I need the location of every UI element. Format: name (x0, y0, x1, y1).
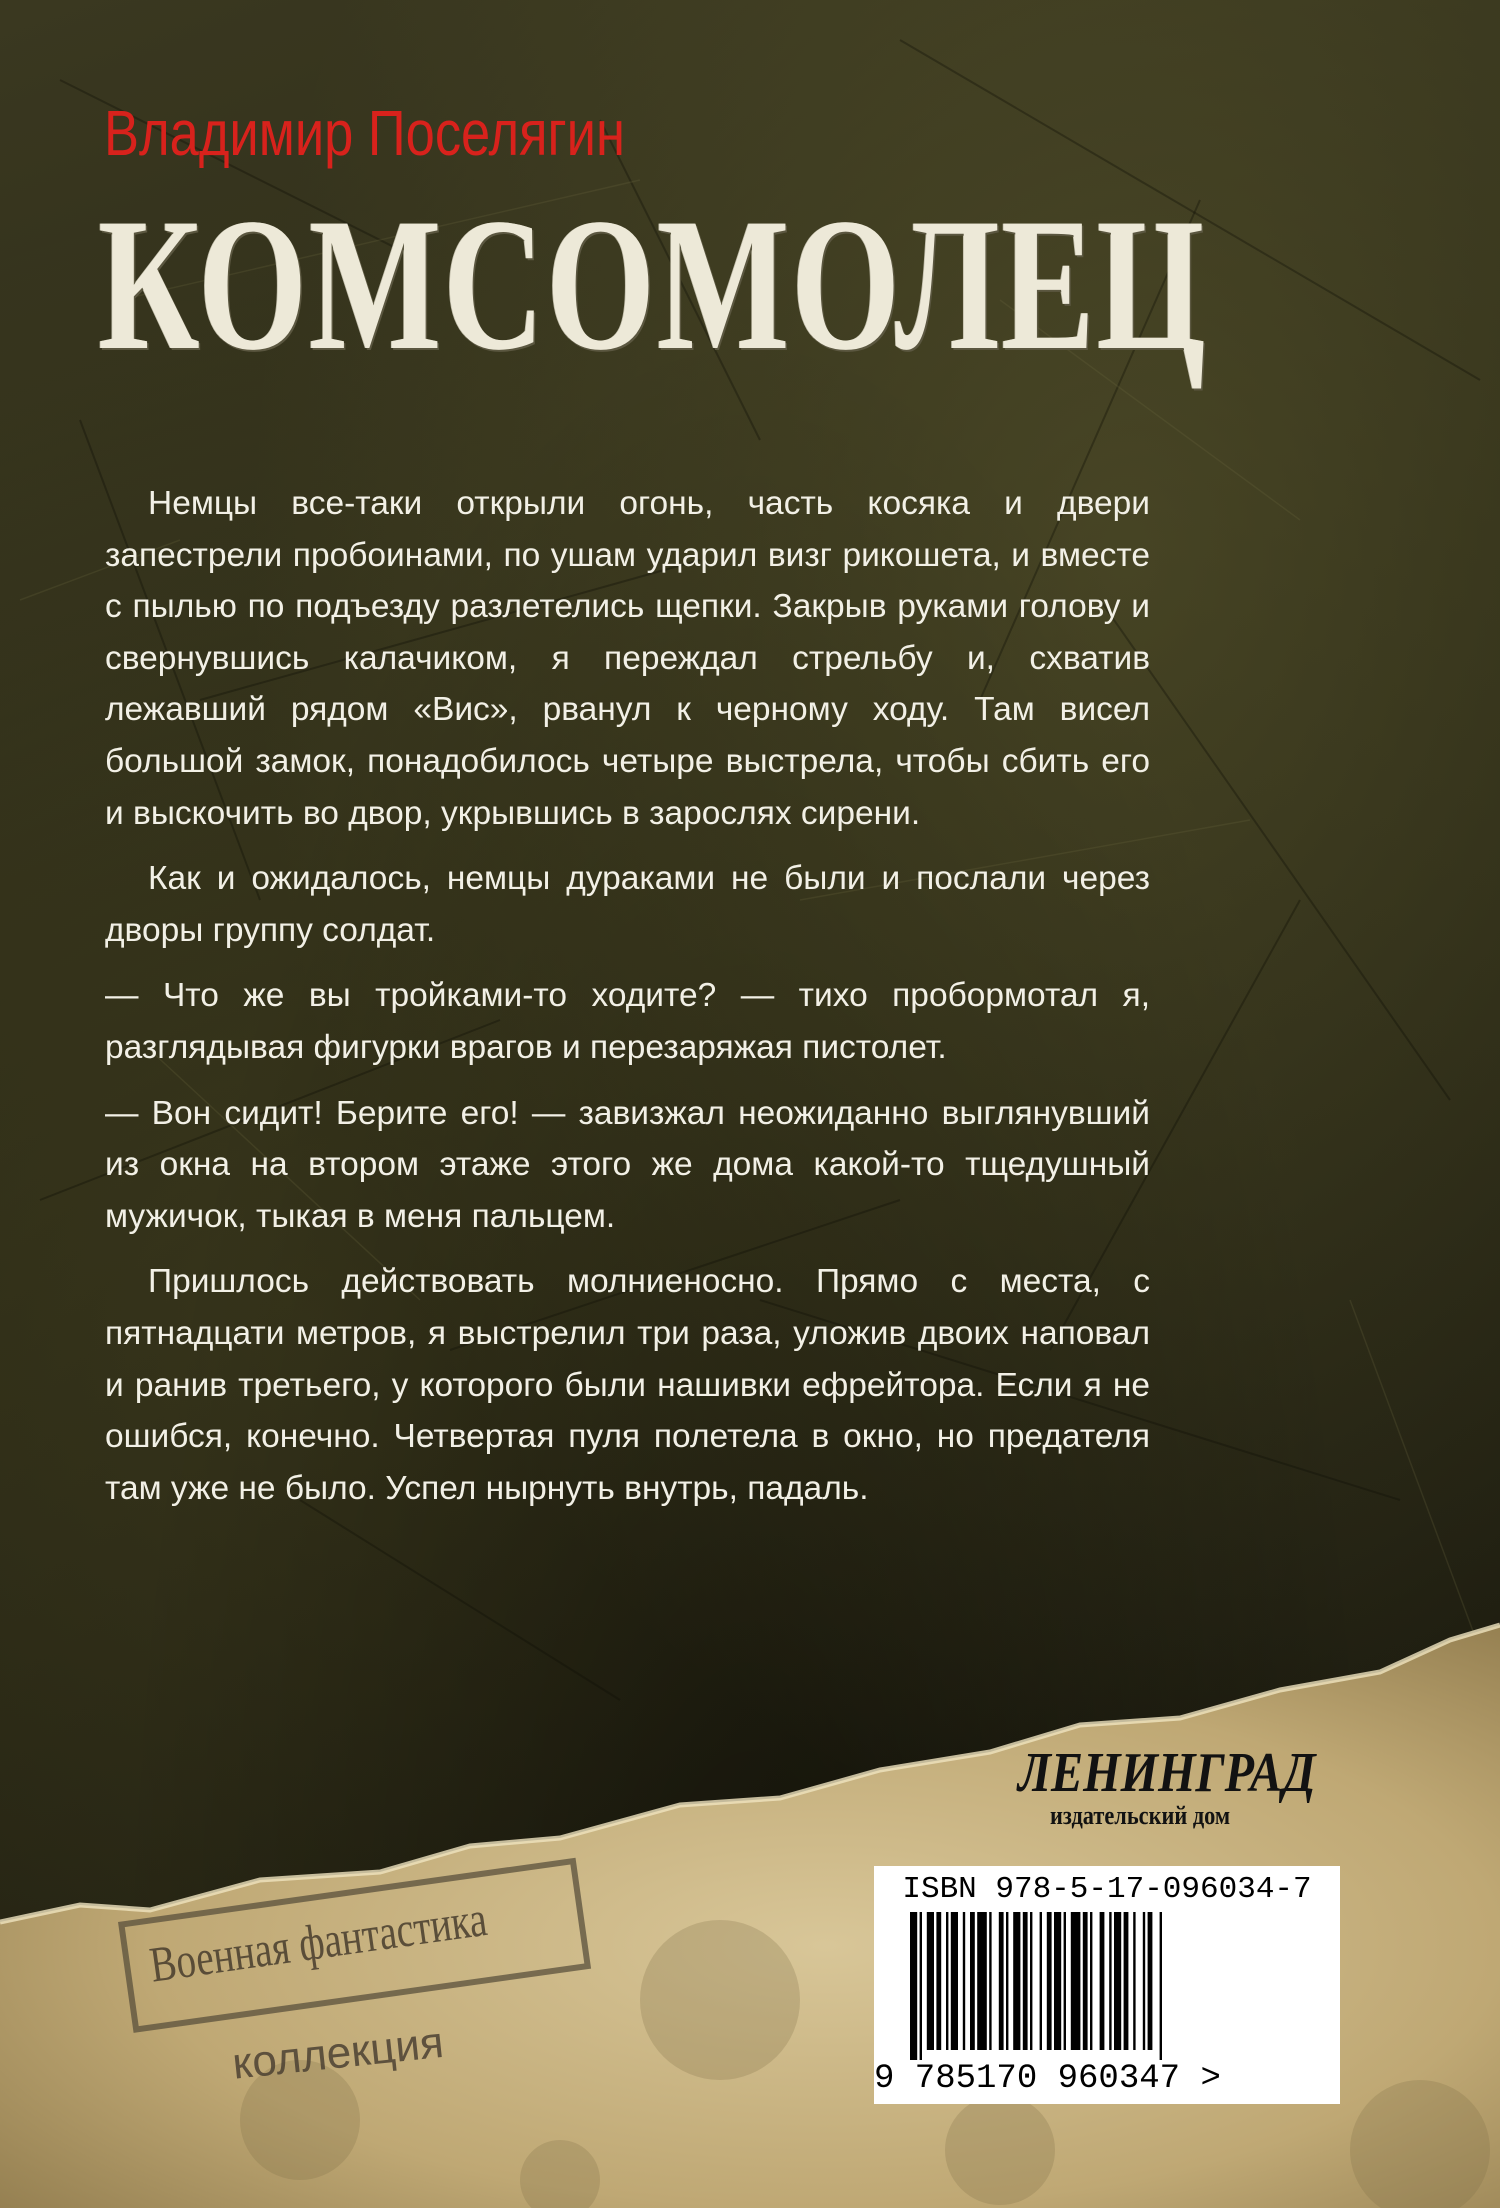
isbn-number: ISBN 978-5-17-096034-7 (902, 1872, 1312, 1907)
barcode-bar (927, 1912, 934, 2050)
barcode-bar (1148, 1912, 1153, 2050)
barcode-bar (1143, 1912, 1145, 2050)
author-name: Владимир Поселягин (104, 97, 625, 169)
barcode-bar (970, 1912, 975, 2050)
barcode-bar (1030, 1912, 1032, 2050)
blurb-paragraph-3: — Что же вы тройками-то ходите? — тихо пробормотал я, разглядывая фигурки врагов и перезаряжая пистолет. (105, 977, 1150, 1066)
barcode-digits: 9 785170 960347 > (874, 2060, 1221, 2098)
barcode-bar (999, 1912, 1004, 2050)
barcode-bar (1114, 1912, 1121, 2050)
barcode-bar (1023, 1912, 1028, 2050)
series-collection-label: коллекция (230, 2017, 446, 2089)
barcode-bar (1083, 1912, 1088, 2050)
barcode-bar (1109, 1912, 1111, 2050)
barcode-bar (910, 1912, 917, 2060)
barcode-bar (1006, 1912, 1008, 2050)
barcode-bar (1013, 1912, 1020, 2050)
barcode-bar (1160, 1912, 1162, 2060)
barcode-panel (874, 1866, 1340, 2104)
blurb-paragraph-5: Пришлось действовать молниеносно. Прямо с места, с пятнадцати метров, я выстрелил три раза, уложив двоих наповал и ранив третьего, у которого были нашивки ефрейтора. Если я не ошибся, конечно. Четвертая пуля полетела в окно, но предателя там уже не было. Успел нырнуть внутрь, падаль. (105, 1263, 1150, 1507)
barcode-bar (1124, 1912, 1129, 2050)
barcode-bar (1133, 1912, 1135, 2050)
publisher-name: ЛЕНИНГРАД (1018, 1742, 1316, 1804)
barcode-icon (874, 1908, 1340, 2060)
barcode-bar (963, 1912, 965, 2050)
barcode-bar (977, 1912, 987, 2050)
publisher-logo (1018, 1742, 1348, 1840)
barcode-bar (951, 1912, 958, 2050)
barcode-bar (946, 1912, 948, 2050)
barcode-bar (1071, 1912, 1081, 2050)
barcode-bar (936, 1912, 941, 2050)
barcode-bar (1040, 1912, 1042, 2050)
barcode-bar (1090, 1912, 1092, 2050)
series-stamp-text: Военная фантастика (146, 1889, 491, 1993)
barcode-bar (1064, 1912, 1066, 2050)
barcode-bar (1100, 1912, 1105, 2050)
barcode-bar (920, 1912, 922, 2060)
barcode-bar (1047, 1912, 1052, 2050)
book-title: КОМСОМОЛЕЦ (98, 180, 1208, 390)
blurb-paragraph-4: — Вон сидит! Берите его! — завизжал неожиданно выглянувший из окна на втором этаже этого же дома какой-то тщедушный мужичок, тыкая в меня пальцем. (105, 1094, 1150, 1235)
publisher-subtitle: издательский дом (1050, 1801, 1231, 1830)
blurb-paragraph-1: Немцы все-таки открыли огонь, часть косяка и двери запестрели пробоинами, по ушам ударил визг рикошета, и вместе с пылью по подъезду разлетелись щепки. Закрыв руками голову и свернувшись калачиком, я переждал стрельбу и, схватив лежавший рядом «Вис», рванул к черному ходу. Там висел большой замок, понадобилось четыре выстрела, чтобы сбить его и выскочить во двор, укрывшись в зарослях сирени. (105, 485, 1150, 832)
barcode-bar (989, 1912, 991, 2050)
blurb-paragraph-2: Как и ожидалось, немцы дураками не были и послали через дворы группу солдат. (105, 860, 1150, 949)
barcode-bar (1054, 1912, 1061, 2050)
